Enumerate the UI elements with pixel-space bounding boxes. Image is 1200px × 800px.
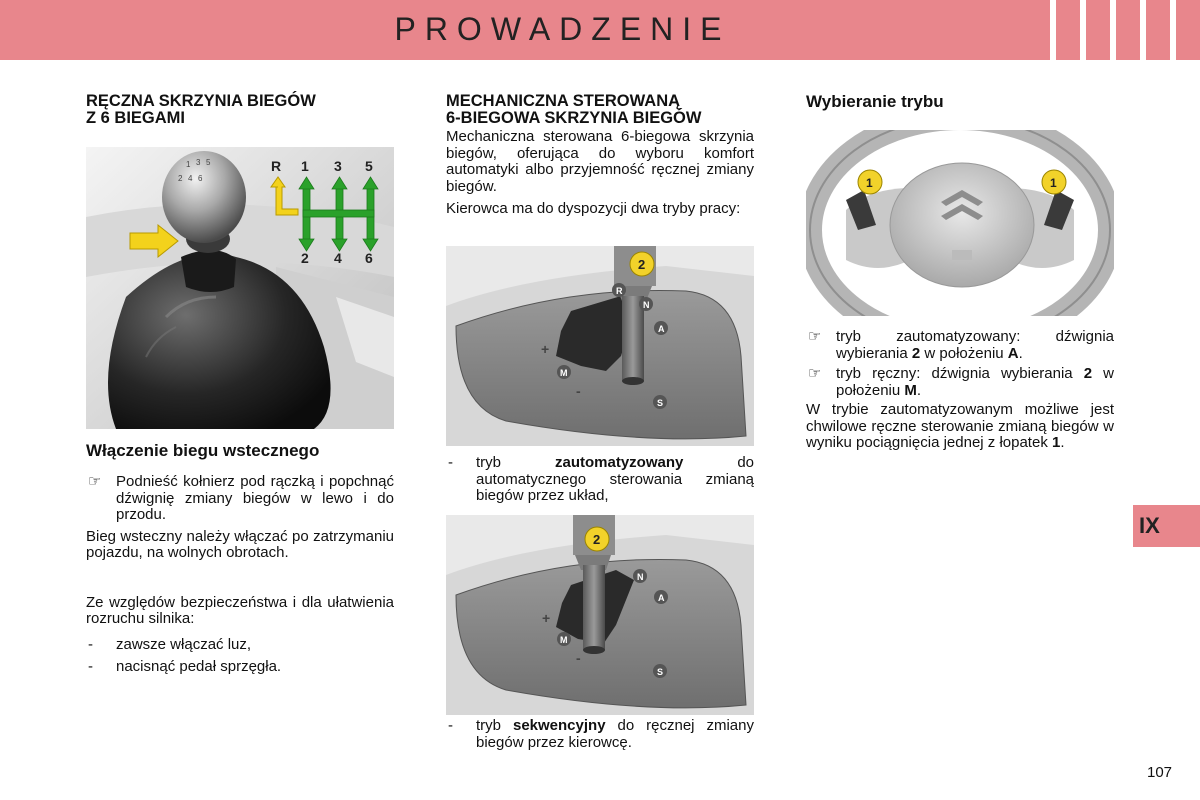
gear-label-6: 6 bbox=[365, 250, 373, 266]
shift-pattern-icon bbox=[299, 177, 378, 251]
knob-number: 5 bbox=[206, 158, 211, 167]
paragraph: Ze względów bezpieczeństwa i dla ułatwienia rozruchu silnika: bbox=[86, 593, 394, 627]
knob-number: 1 bbox=[186, 160, 191, 169]
mode-selection-text bbox=[806, 329, 1114, 452]
selector-label: A bbox=[658, 593, 665, 603]
selector-label: N bbox=[643, 300, 650, 310]
list-item-text: . bbox=[916, 381, 922, 399]
column-sequential-gearbox bbox=[446, 90, 754, 218]
header-stripe bbox=[1110, 0, 1116, 60]
knob-number: 2 bbox=[178, 174, 183, 183]
gear-knob-illustration bbox=[86, 147, 394, 429]
list-item-bold: 2 bbox=[1083, 365, 1093, 382]
paddle-marker: 1 bbox=[866, 176, 873, 190]
list-item-text: do ręcznej zmiany biegów przez kierowcę. bbox=[476, 717, 754, 751]
list-item bbox=[86, 637, 394, 654]
pointing-hand-icon: ☞ bbox=[808, 328, 822, 345]
gear-knob-figure bbox=[86, 147, 394, 429]
paragraph-text: . bbox=[1060, 434, 1065, 451]
selector-label: R bbox=[616, 286, 623, 296]
lever-marker: 2 bbox=[593, 532, 601, 547]
selector-auto-illustration bbox=[446, 246, 754, 446]
mode-auto-item bbox=[446, 455, 754, 505]
steering-wheel-illustration bbox=[806, 130, 1114, 316]
minus-sign: - bbox=[576, 650, 581, 666]
pointing-hand-icon: ☞ bbox=[88, 473, 102, 490]
header-stripe bbox=[1140, 0, 1146, 60]
page-title: PROWADZENIE bbox=[394, 11, 731, 47]
section-heading bbox=[86, 93, 394, 127]
list-item bbox=[86, 474, 394, 524]
gear-label-5: 5 bbox=[365, 158, 373, 174]
list-item-text: tryb zautomatyzowany: dźwignia wybierania bbox=[836, 328, 1114, 362]
heading-line: RĘCZNA SKRZYNIA BIEGÓW bbox=[86, 92, 316, 110]
chapter-tab: IX bbox=[1133, 505, 1200, 547]
knob-number: 6 bbox=[198, 174, 203, 183]
paragraph: Bieg wsteczny należy włączać po zatrzymaniu pojazdu, na wolnych obrotach. bbox=[86, 527, 394, 561]
header-stripe bbox=[1050, 0, 1056, 60]
selector-label: A bbox=[658, 324, 665, 334]
selector-label: S bbox=[657, 398, 664, 408]
selector-label: M bbox=[560, 635, 568, 645]
pointing-hand-icon: ☞ bbox=[808, 365, 822, 382]
heading-line: 6-BIEGOWA SKRZYNIA BIEGÓW bbox=[446, 109, 702, 127]
list-item-bold: zautomatyzowany bbox=[554, 454, 684, 471]
selector-label: N bbox=[637, 572, 644, 582]
minus-sign: - bbox=[576, 383, 581, 399]
list-item-bold: M bbox=[904, 381, 917, 399]
lever-marker: 2 bbox=[638, 257, 646, 272]
mode-sequential-item bbox=[446, 718, 754, 751]
dash-marker: - bbox=[88, 658, 93, 675]
page-number: 107 bbox=[1147, 764, 1173, 781]
paragraph bbox=[806, 402, 1114, 452]
gear-label-4: 4 bbox=[334, 250, 342, 266]
selector-label: M bbox=[560, 368, 568, 378]
list-item-text: w położeniu bbox=[836, 365, 1114, 399]
section-heading bbox=[446, 93, 754, 127]
steering-wheel-figure bbox=[806, 130, 1114, 316]
list-item-text: . bbox=[1018, 344, 1023, 362]
plus-sign: + bbox=[542, 610, 551, 626]
selector-label: S bbox=[657, 667, 664, 677]
header-stripe bbox=[1080, 0, 1086, 60]
list-item bbox=[806, 366, 1114, 399]
list-item-text: tryb bbox=[476, 454, 502, 471]
paragraph-bold: 1 bbox=[1052, 434, 1061, 451]
heading-line: Z 6 BIEGAMI bbox=[86, 109, 186, 127]
column-mode-selection bbox=[806, 90, 1114, 112]
list-item bbox=[86, 659, 394, 676]
gear-label-r: R bbox=[271, 158, 282, 174]
heading-line: MECHANICZNA STEROWANĄ bbox=[446, 92, 681, 110]
reverse-gear-section bbox=[86, 441, 394, 676]
knob-number: 3 bbox=[196, 158, 201, 167]
list-item-bold: 2 bbox=[911, 344, 921, 362]
dash-marker: - bbox=[448, 717, 453, 734]
paragraph: Kierowca ma do dyspozycji dwa tryby pracy: bbox=[446, 200, 741, 217]
list-item-text: tryb ręczny: dźwignia wybierania bbox=[836, 365, 1073, 382]
gear-label-1: 1 bbox=[301, 158, 309, 174]
list-item bbox=[446, 455, 754, 505]
gear-label-2: 2 bbox=[301, 250, 309, 266]
list-item-text: Podnieść kołnierz pod rączką i popchnąć dźwignię zmiany biegów w lewo i do przodu. bbox=[116, 473, 394, 523]
paragraph-text: W trybie zautomatyzowanym możliwe jest chwilowe ręczne sterowanie zmianą biegów w wyniku pociągnięcia jednej z łopatek bbox=[806, 401, 1114, 451]
list-item bbox=[446, 718, 754, 751]
list-item-text: nacisnąć pedał sprzęgła. bbox=[116, 658, 282, 675]
dash-marker: - bbox=[88, 635, 93, 653]
list-item-text: w położeniu bbox=[924, 344, 1004, 362]
list-item-bold: sekwencyjny bbox=[512, 717, 606, 734]
selector-auto-figure bbox=[446, 246, 754, 446]
gear-label-3: 3 bbox=[334, 158, 342, 174]
list-item-text: tryb bbox=[476, 717, 502, 734]
column-manual-gearbox bbox=[86, 90, 394, 127]
plus-sign: + bbox=[541, 341, 550, 357]
section-heading: Wybieranie trybu bbox=[806, 92, 944, 111]
list-item-bold: A bbox=[1007, 344, 1019, 362]
selector-sequential-figure bbox=[446, 515, 754, 715]
paddle-marker: 1 bbox=[1050, 176, 1057, 190]
paragraph: Mechaniczna sterowana 6-biegowa skrzynia biegów, oferująca do wyboru komfort automatyki albo przyjemność ręcznej zmiany biegów. bbox=[446, 128, 754, 195]
dash-marker: - bbox=[448, 454, 453, 471]
list-item-text: do automatycznego sterowania zmianą biegów przez układ, bbox=[476, 454, 754, 504]
list-item bbox=[806, 329, 1114, 362]
page-header bbox=[0, 0, 1200, 60]
header-stripe bbox=[1170, 0, 1176, 60]
subheading-reverse: Włączenie biegu wstecznego bbox=[86, 441, 320, 460]
list-item-text: zawsze włączać luz, bbox=[116, 635, 252, 653]
selector-sequential-illustration bbox=[446, 515, 754, 715]
knob-number: 4 bbox=[188, 174, 193, 183]
